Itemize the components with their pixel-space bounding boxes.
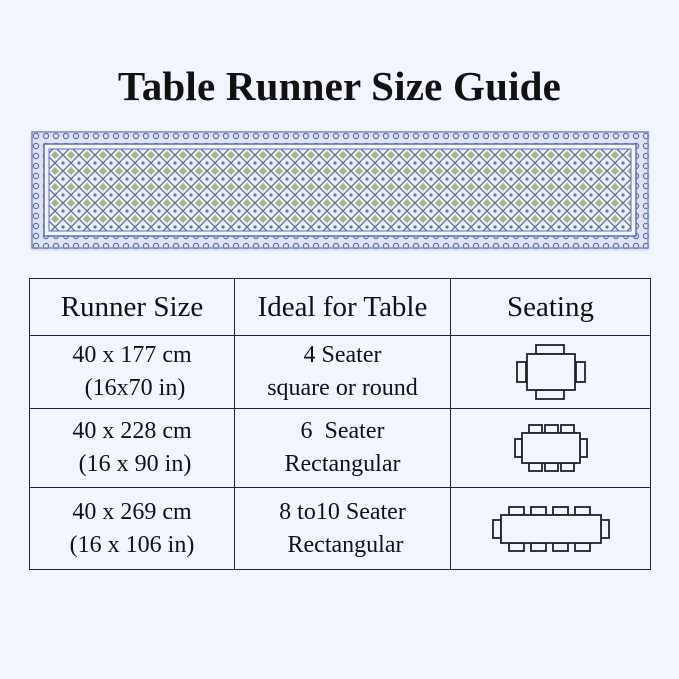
table-shape: Rectangular: [281, 531, 404, 558]
ten-seat-rectangular-table-icon: [491, 504, 611, 554]
table-runner-image: [31, 131, 649, 249]
seater-count: 6 Seater: [300, 418, 385, 444]
seating-cell: [451, 488, 651, 570]
runner-size-metric: 40 x 228 cm: [72, 418, 192, 444]
runner-size-cell: [30, 409, 235, 488]
ideal-table-cell: [235, 336, 451, 409]
table-header-row: [30, 279, 651, 336]
table-row: [30, 336, 651, 409]
runner-size-metric: 40 x 269 cm: [72, 498, 192, 525]
runner-size-imperial: (16 x 106 in): [69, 531, 195, 558]
seater-count: 8 to10 Seater: [279, 498, 406, 525]
six-seat-rectangular-table-icon: [513, 422, 589, 474]
page-title: Table Runner Size Guide: [117, 63, 562, 109]
runner-size-cell: [30, 488, 235, 570]
ideal-table-cell: [235, 409, 451, 488]
seating-cell: [451, 336, 651, 409]
seating-cell: [451, 409, 651, 488]
size-guide-table: [29, 278, 651, 570]
runner-size-metric: 40 x 177 cm: [72, 342, 192, 368]
seater-count: 4 Seater: [303, 342, 382, 368]
table-row: [30, 488, 651, 570]
table-shape: square or round: [267, 375, 418, 401]
column-header: Seating: [451, 279, 651, 336]
four-seat-square-table-icon: [514, 341, 588, 403]
ideal-table-cell: [235, 488, 451, 570]
table-shape: Rectangular: [284, 451, 401, 477]
runner-size-cell: [30, 336, 235, 409]
runner-size-imperial: (16x70 in): [78, 375, 186, 401]
runner-size-imperial: (16 x 90 in): [72, 451, 192, 477]
column-header: Ideal for Table: [235, 279, 451, 336]
column-header: Runner Size: [30, 279, 235, 336]
table-row: [30, 409, 651, 488]
